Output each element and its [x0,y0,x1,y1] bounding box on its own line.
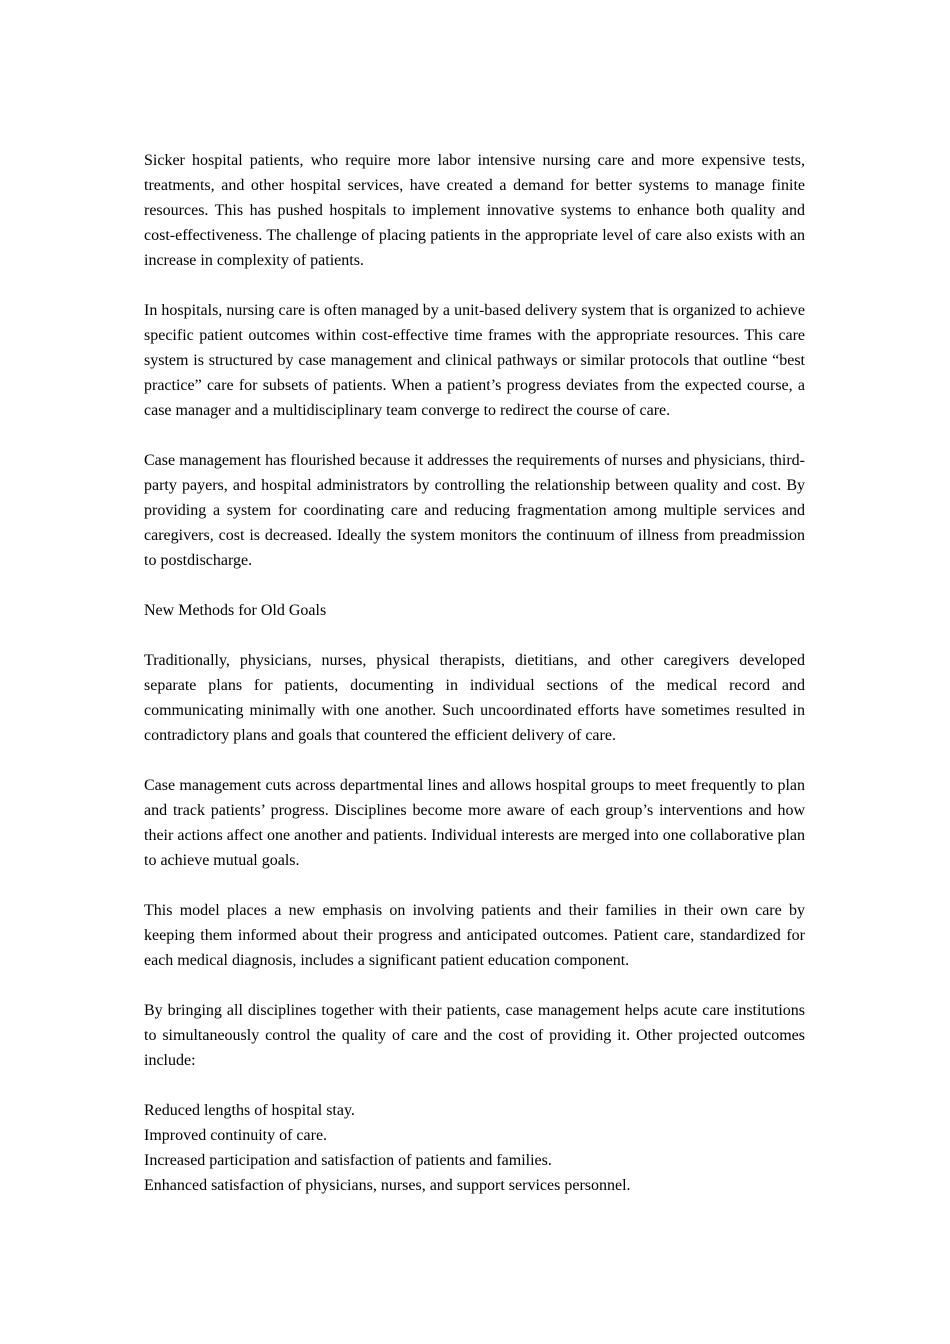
list-item: Reduced lengths of hospital stay. [144,1102,355,1119]
list-item: Improved continuity of care. [144,1127,328,1144]
list-item: Increased participation and satisfaction of patients and families. [144,1152,552,1169]
paragraph-sicker-patients: Sicker hospital patients, who require more labor intensive nursing care and more expensive tests, treatments, and other hospital services, have created a demand for better systems to manage finite resources. This has pushed hospitals to implement innovative systems to enhance both quality and cost-effectiveness. The challenge of placing patients in the appropriate level of care also exists with an increase in complexity of patients. [144,152,805,269]
outcomes-list [144,1098,805,1198]
paragraph-patient-involvement: This model places a new emphasis on involving patients and their families in their own care by keeping them informed about their progress and anticipated outcomes. Patient care, standardized for each medical diagnosis, includes a significant patient education component. [144,902,805,969]
paragraph-case-management-flourished: Case management has flourished because it addresses the requirements of nurses and physicians, third-party payers, and hospital administrators by controlling the relationship between quality and cost. By providing a system for coordinating care and reducing fragmentation among multiple services and caregivers, cost is decreased. Ideally the system monitors the continuum of illness from preadmission to postdischarge. [144,452,805,569]
paragraph-departmental-lines: Case management cuts across departmental lines and allows hospital groups to meet frequently to plan and track patients’ progress. Disciplines become more aware of each group’s interventions and how their actions affect one another and patients. Individual interests are merged into one collaborative plan to achieve mutual goals. [144,777,805,869]
section-heading: New Methods for Old Goals [144,602,327,619]
paragraph-unit-based-delivery: In hospitals, nursing care is often managed by a unit-based delivery system that is organized to achieve specific patient outcomes within cost-effective time frames with the appropriate resources. This care system is structured by case management and clinical pathways or similar protocols that outline “best practice” care for subsets of patients. When a patient’s progress deviates from the expected course, a case manager and a multidisciplinary team converge to redirect the course of care. [144,302,805,419]
paragraph-projected-outcomes: By bringing all disciplines together with their patients, case management helps acute care institutions to simultaneously control the quality of care and the cost of providing it. Other projected outcomes include: [144,1002,805,1069]
paragraph-traditionally: Traditionally, physicians, nurses, physical therapists, dietitians, and other caregivers developed separate plans for patients, documenting in individual sections of the medical record and communicating minimally with one another. Such uncoordinated efforts have sometimes resulted in contradictory plans and goals that countered the efficient delivery of care. [144,652,805,744]
list-item: Enhanced satisfaction of physicians, nurses, and support services personnel. [144,1177,631,1194]
document-page [144,148,805,1198]
